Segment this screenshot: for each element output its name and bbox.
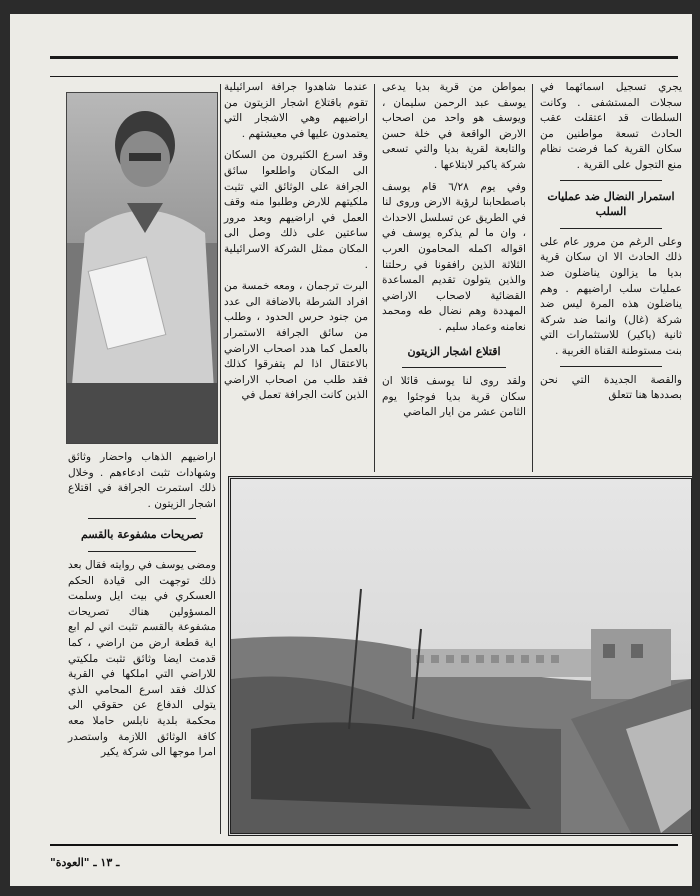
section-divider [560,366,662,367]
section-divider [88,518,196,519]
newspaper-page [10,14,692,886]
portrait-photo-image [67,93,217,443]
landscape-photo-image [231,479,691,833]
section-heading: تصريحات مشفوعة بالقسم [80,528,204,542]
section-divider [402,367,506,368]
landscape-photo [228,476,692,836]
section-divider [88,551,196,552]
article-column-2 [382,80,526,427]
paragraph: وقد اسرع الكثيرون من السكان الى المكان واطلعوا سائق الجرافة على الوثائق التي تثبت ملكيتهم للارض وطلبوا منه وقف العمل في اراضيهم وبعد مرور ساعتين على ذلك وصل الى المكان ممثل الشركة الاسرائيلية . [224,149,368,271]
paragraph: وفي يوم ٦/٢٨ قام يوسف باصطحابنا لرؤية الارض وروى لنا في الطريق عن تسلسل الاحداث ، وان ما لم يذكره يوسف في اقواله اكمله المحامون العرب الثلاثة الذين رافقونا في رحلتنا والذين يتولون تقديم المساعدة القضائية لاصحاب الاراضي المهددة وهم نضال طه ومحمد نعامنه وعماد سليم . [382,180,526,333]
portrait-photo [66,92,218,444]
section-heading: اقتلاع اشجار الزيتون [407,344,501,358]
paragraph: عندما شاهدوا جرافة اسرائيلية تقوم باقتلاع اشجار الزيتون من اراضيهم وهي الاشجار التي يعتمدون عليها في معيشتهم . [224,81,368,140]
paragraph: ولقد روى لنا يوسف قائلا ان سكان قرية بديا فوجئوا يوم الثامن عشر من ايار الماضي [382,375,526,419]
column-divider [374,84,375,472]
paragraph: بمواطن من قرية بديا يدعى يوسف عبد الرحمن سليمان ، ويوسف هو واحد من اصحاب الارض الواقعة في خلة حسن والتابعة لقرية بديا والتي تسعى شركة ياكير لابتلاعها . [382,81,526,171]
paragraph: البرت ترجمان ، ومعه خمسة من افراد الشرطة بالاضافة الى عدد من جنود حرس الحدود ، وطلب من سائق الجرافة الاستمرار بالعمل كما هدد اصحاب الاراضي بالاعتقال اذا لم يتفرقوا كذلك فقد طلب من اصحاب الاراضي الذين كانت الجرافة تعمل في [224,280,368,402]
paragraph: يجري تسجيل اسمائهما في سجلات المستشفى . وكانت السلطات قد اعتقلت عقب الحادث تسعة مواطنين من سكان القرية كما فرضت نظام منع التجول على القرية . [540,81,682,171]
paragraph: ومضى يوسف في روايته فقال بعد ذلك توجهت الى قيادة الحكم العسكري في بيت ايل وسلمت المسؤولين هناك تصريحات مشفوعة بالقسم تثبت اني لم ابع اية قطعة ارض من اراضي ، كما قدمت ايضا وثائق تثبت ملكيتي للاراضي التي املكها في القرية كذلك فقد اسرع المحامي الذي يتولى الدفاع عن حقوقي الى محكمة بلدية نابلس حاملا معه كافة الوثائق اللازمة واستصدر امرا موجها الى شركة يكير [68,558,216,759]
page-footer: ـ ١٣ ـ "العودة" [50,856,120,869]
article-column-4 [68,450,216,767]
section-divider [560,228,662,229]
top-rule [50,56,678,59]
article-column-3 [224,80,368,410]
article-column-1 [540,80,682,410]
column-divider [532,84,533,472]
top-thin-rule [50,76,678,77]
paragraph: وعلى الرغم من مرور عام على ذلك الحادث الا ان سكان قرية بديا ما يزالون يناضلون ضد عمليات سلب اراضيهم . وهم يناضلون هذه المرة ليس ضد شركة (غال) وانما ضد شركة ثانية (ياكير) للاستثمارات التي بنت مستوطنة القناة الغربية . [540,235,682,357]
paragraph: اراضيهم الذهاب واحضار وثائق وشهادات تثبت ادعاءهم . وخلال ذلك استمرت الجرافة في اقتلاع اشجار الزيتون . [68,451,216,510]
section-divider [560,180,662,181]
column-divider [220,84,221,834]
bottom-rule [50,844,678,846]
section-heading: استمرار النضال ضد عمليات السلب [547,189,675,219]
paragraph: والقصة الجديدة التي نحن بصددها هنا تتعلق [540,373,682,402]
